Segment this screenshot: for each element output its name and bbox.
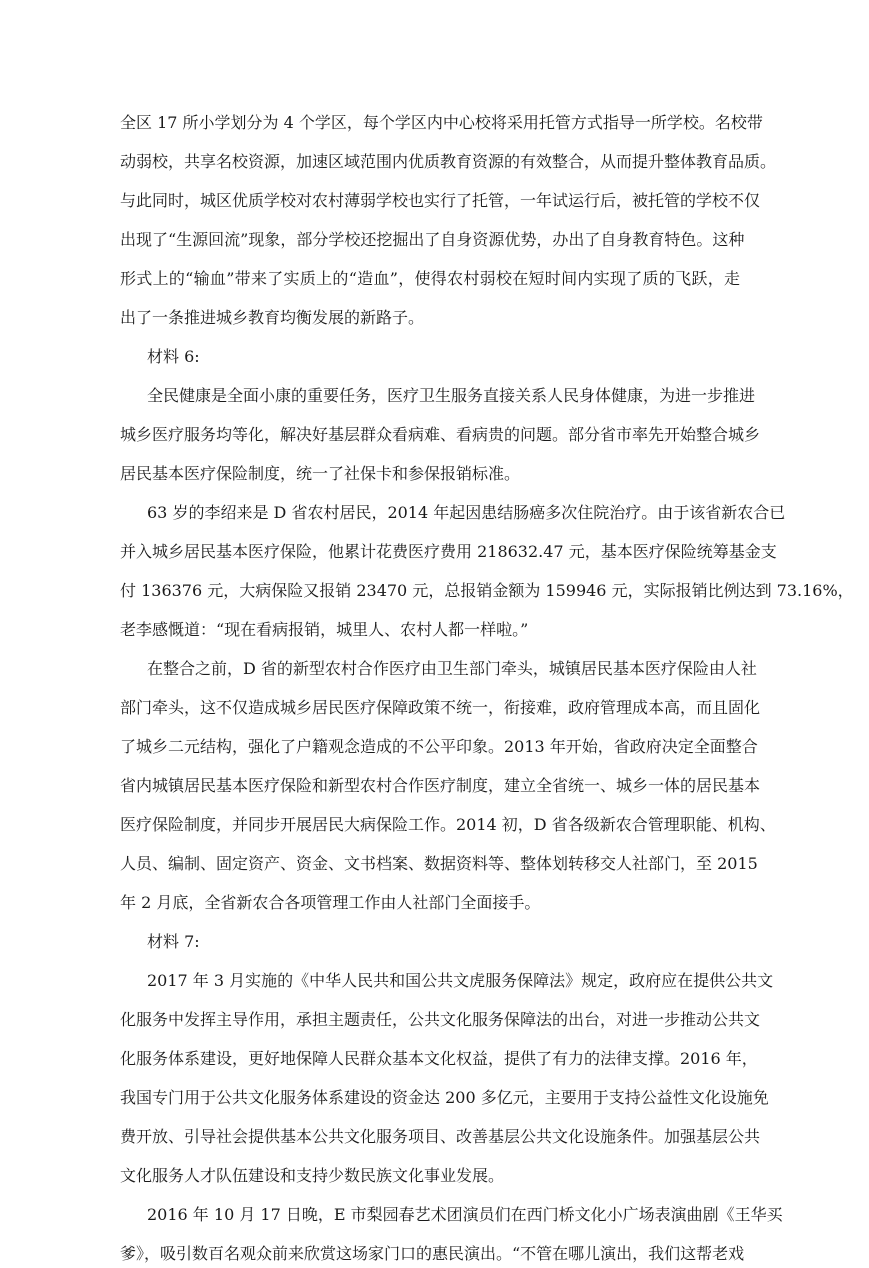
text-line: 费开放、引导社会提供基本公共文化服务项目、改善基层公共文化设施条件。加强基层公共 <box>120 1127 761 1146</box>
text-line: 省内城镇居民基本医疗保险和新型农村合作医疗制度，建立全省统一、城乡一体的居民基本 <box>120 776 761 795</box>
text-line: 形式上的“输血”带来了实质上的“造血”，使得农村弱校在短时间内实现了质的飞跃，走 <box>120 269 740 288</box>
text-line: 材料 6: <box>147 347 200 366</box>
text-line: 在整合之前，D 省的新型农村合作医疗由卫生部门牵头，城镇居民基本医疗保险由人社 <box>147 659 757 678</box>
text-line: 我国专门用于公共文化服务体系建设的资金达 200 多亿元，主要用于支持公益性文化设施免 <box>120 1088 769 1107</box>
text-line: 居民基本医疗保险制度，统一了社保卡和参保报销标准。 <box>120 464 521 483</box>
text-line: 出了一条推进城乡教育均衡发展的新路子。 <box>120 308 425 327</box>
text-line: 材料 7: <box>147 932 200 951</box>
text-line: 出现了“生源回流”现象，部分学校还挖掘出了自身资源优势，办出了自身教育特色。这种 <box>120 230 745 249</box>
text-line: 了城乡二元结构，强化了户籍观念造成的不公平印象。2013 年开始，省政府决定全面整合 <box>120 737 758 756</box>
text-line: 城乡医疗服务均等化，解决好基层群众看病难、看病贵的问题。部分省市率先开始整合城乡 <box>120 425 761 444</box>
text-line: 2016 年 10 月 17 日晚，E 市梨园春艺术团演员们在西门桥文化小广场表演曲剧《王华买 <box>147 1205 783 1224</box>
text-line: 文化服务人才队伍建设和支持少数民族文化事业发展。 <box>120 1166 505 1185</box>
text-line: 63 岁的李绍来是 D 省农村居民，2014 年起因患结肠癌多次住院治疗。由于该省新农合已 <box>147 503 786 522</box>
text-line: 化服务体系建设，更好地保障人民群众基本文化权益，提供了有力的法律支撑。2016 年， <box>120 1049 758 1068</box>
text-line: 全区 17 所小学划分为 4 个学区，每个学区内中心校将采用托管方式指导一所学校。名校带 <box>120 113 763 132</box>
text-line: 化服务中发挥主导作用，承担主题责任，公共文化服务保障法的出台，对进一步推动公共文 <box>120 1010 761 1029</box>
text-line: 部门牵头，这不仅造成城乡居民医疗保障政策不统一，衔接难，政府管理成本高，而且固化 <box>120 698 761 717</box>
text-line: 医疗保险制度，并同步开展居民大病保险工作。2014 初，D 省各级新农合管理职能、机构、 <box>120 815 776 834</box>
text-line: 全民健康是全面小康的重要任务，医疗卫生服务直接关系人民身体健康，为进一步推进 <box>147 386 756 405</box>
text-line: 老李感慨道：“现在看病报销，城里人、农村人都一样啦。” <box>120 620 529 639</box>
text-line: 动弱校，共享名校资源，加速区域范围内优质教育资源的有效整合，从而提升整体教育品质。 <box>120 152 777 171</box>
text-line: 2017 年 3 月实施的《中华人民共和国公共文虎服务保障法》规定，政府应在提供公共文 <box>147 971 774 990</box>
text-line: 人员、编制、固定资产、资金、文书档案、数据资料等、整体划转移交人社部门，至 2015 <box>120 854 758 873</box>
text-line: 爹》，吸引数百名观众前来欣赏这场家门口的惠民演出。“不管在哪儿演出，我们这帮老戏 <box>120 1244 745 1263</box>
text-line: 付 136376 元，大病保险又报销 23470 元，总报销金额为 159946 元，实际报销比例达到 73.16%， <box>120 581 854 600</box>
text-line: 并入城乡居民基本医疗保险，他累计花费医疗费用 218632.47 元，基本医疗保险统筹基金支 <box>120 542 777 561</box>
document-body <box>120 108 854 1268</box>
text-line: 年 2 月底，全省新农合各项管理工作由人社部门全面接手。 <box>120 893 541 912</box>
text-line: 与此同时，城区优质学校对农村薄弱学校也实行了托管，一年试运行后，被托管的学校不仅 <box>120 191 761 210</box>
